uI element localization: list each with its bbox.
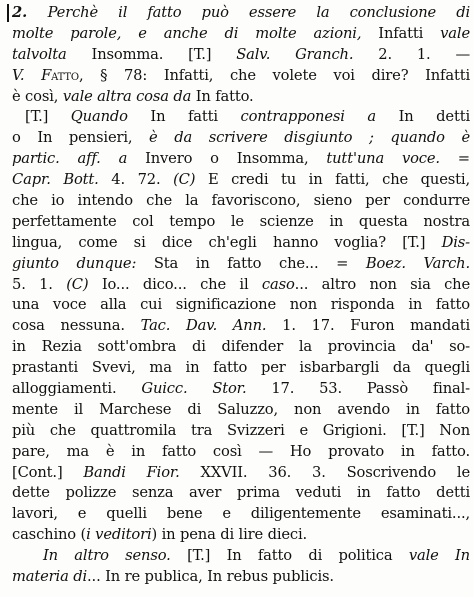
text-segment: In fatto. bbox=[191, 87, 254, 105]
text-segment: Salv. Granch. bbox=[236, 45, 354, 63]
text-segment: E credi tu in fatti, che questi, bbox=[195, 171, 470, 189]
text-segment: Capr. Bott. bbox=[12, 171, 99, 189]
text-segment: ) in pena di lire dieci. bbox=[151, 526, 308, 544]
text-segment: che io intendo che la favoriscono, sieno per condurre bbox=[12, 192, 470, 210]
text-segment: talvolta bbox=[12, 45, 67, 63]
text-segment: Guicc. Stor. bbox=[141, 380, 247, 398]
text-line bbox=[12, 295, 470, 316]
text-segment: molte parole, e anche di molte azioni, bbox=[12, 24, 362, 42]
text-line bbox=[12, 191, 470, 212]
text-segment: alloggiamenti. bbox=[12, 380, 142, 398]
text-line bbox=[12, 379, 470, 400]
text-segment: Bandi Fior. bbox=[83, 463, 180, 481]
text-line bbox=[12, 45, 470, 66]
text-line bbox=[12, 128, 470, 149]
text-segment: perfettamente col tempo le scienze in questa nostra bbox=[12, 212, 470, 230]
text-line bbox=[12, 87, 470, 108]
text-line bbox=[12, 400, 470, 421]
text-line bbox=[12, 66, 470, 87]
text-segment: partic. aff. a bbox=[12, 150, 128, 168]
text-segment: Dis- bbox=[441, 233, 470, 251]
text-line bbox=[12, 358, 470, 379]
text-line bbox=[12, 3, 470, 24]
text-segment: mente il Marchese di Saluzzo, non avendo in fatto bbox=[12, 400, 470, 418]
text-segment: è così, bbox=[12, 87, 63, 105]
text-segment: Insomma. [T.] bbox=[66, 45, 237, 63]
text-line bbox=[12, 212, 470, 233]
text-line bbox=[12, 463, 470, 484]
text-segment: [T.] In fatto di politica bbox=[170, 547, 409, 565]
text-segment: 4. 72. bbox=[98, 171, 174, 189]
text-segment: Boez. Varch. bbox=[365, 254, 470, 272]
text-segment: ... In re publica, In rebus publicis. bbox=[87, 568, 334, 586]
text-line bbox=[12, 275, 470, 296]
text-segment: In altro senso. bbox=[43, 547, 171, 565]
text-line bbox=[12, 149, 470, 170]
text-segment: 2. 1. — bbox=[353, 45, 471, 63]
text-segment: ... altro non sia che bbox=[294, 275, 471, 293]
text-segment: Invero o Insomma, bbox=[127, 150, 327, 168]
text-segment: In detti bbox=[376, 108, 471, 126]
text-segment: tutt'una voce. bbox=[326, 150, 440, 168]
text-segment: XXVII. 36. 3. Soscrivendo le bbox=[179, 463, 470, 481]
text-line bbox=[12, 525, 470, 546]
text-segment: [T.] bbox=[25, 108, 71, 126]
text-line bbox=[12, 421, 470, 442]
text-segment: Infatti bbox=[361, 24, 441, 42]
text-segment: prastanti Svevi, ma in fatto per isbarbargli da quegli bbox=[12, 359, 470, 377]
text-segment: lavori, e quelli bene e diligentemente esaminati..., bbox=[12, 505, 470, 523]
text-line bbox=[12, 442, 470, 463]
text-segment: = bbox=[439, 150, 470, 168]
text-line bbox=[12, 337, 470, 358]
text-segment: vale altra cosa da bbox=[62, 87, 192, 105]
text-segment: caschino ( bbox=[12, 526, 87, 544]
text-segment: Tac. Dav. Ann. bbox=[140, 317, 267, 335]
margin-rule bbox=[7, 4, 9, 22]
text-segment: caso bbox=[261, 275, 295, 293]
text-segment: dette polizze senza aver prima veduti in fatto detti bbox=[12, 484, 470, 502]
text-segment: Io... dico... che il bbox=[88, 275, 262, 293]
text-line bbox=[12, 107, 470, 128]
text-segment: vale bbox=[440, 24, 470, 42]
text-segment: Perchè il fatto può essere la conclusione di bbox=[47, 4, 471, 21]
text-line bbox=[12, 254, 470, 275]
text-segment: lingua, come si dice ch'egli hanno voglia? [T.] bbox=[12, 233, 442, 251]
text-segment: una voce alla cui significazione non risponda in fatto bbox=[12, 296, 470, 314]
text-segment: [Cont.] bbox=[12, 463, 84, 481]
text-line bbox=[12, 567, 470, 588]
text-line bbox=[12, 483, 470, 504]
text-segment: contrapponesi a bbox=[240, 108, 377, 126]
text-segment: 5. 1. bbox=[12, 275, 67, 293]
text-segment: (C) bbox=[66, 275, 89, 293]
dictionary-entry-text bbox=[12, 3, 470, 588]
text-segment: 2. bbox=[12, 4, 48, 21]
text-segment: materia di bbox=[12, 568, 88, 586]
text-segment: 17. 53. Passò final- bbox=[246, 380, 470, 398]
text-segment: 1. 17. Furon mandati bbox=[266, 317, 470, 335]
text-segment: i veditori bbox=[86, 526, 152, 544]
text-segment: è da scrivere disgiunto ; quando è bbox=[149, 129, 470, 147]
text-segment: , § 78: Infatti, che volete voi dire? Infatti bbox=[78, 66, 471, 84]
text-line bbox=[12, 170, 470, 191]
text-segment: in Rezia sott'ombra di difender la provincia da' so- bbox=[12, 338, 470, 356]
text-segment: più che quattromila tra Svizzeri e Grigioni. [T.] Non bbox=[12, 421, 470, 439]
text-line bbox=[12, 504, 470, 525]
text-segment: Sta in fatto che... = bbox=[136, 254, 366, 272]
text-segment: atto bbox=[51, 66, 79, 84]
text-segment: pare, ma è in fatto così — Ho provato in fatto. bbox=[12, 442, 470, 460]
text-line bbox=[12, 316, 470, 337]
text-line bbox=[12, 24, 470, 45]
text-segment: (C) bbox=[173, 171, 196, 189]
text-segment: giunto dunque: bbox=[12, 254, 137, 272]
text-segment: o In pensieri, bbox=[12, 129, 150, 147]
text-segment: cosa nessuna. bbox=[12, 317, 141, 335]
text-segment: V. F bbox=[12, 66, 52, 84]
text-segment: In fatti bbox=[127, 108, 241, 126]
text-line bbox=[12, 546, 470, 567]
text-segment: vale In bbox=[408, 547, 470, 565]
text-segment: Quando bbox=[70, 108, 128, 126]
text-line bbox=[12, 233, 470, 254]
